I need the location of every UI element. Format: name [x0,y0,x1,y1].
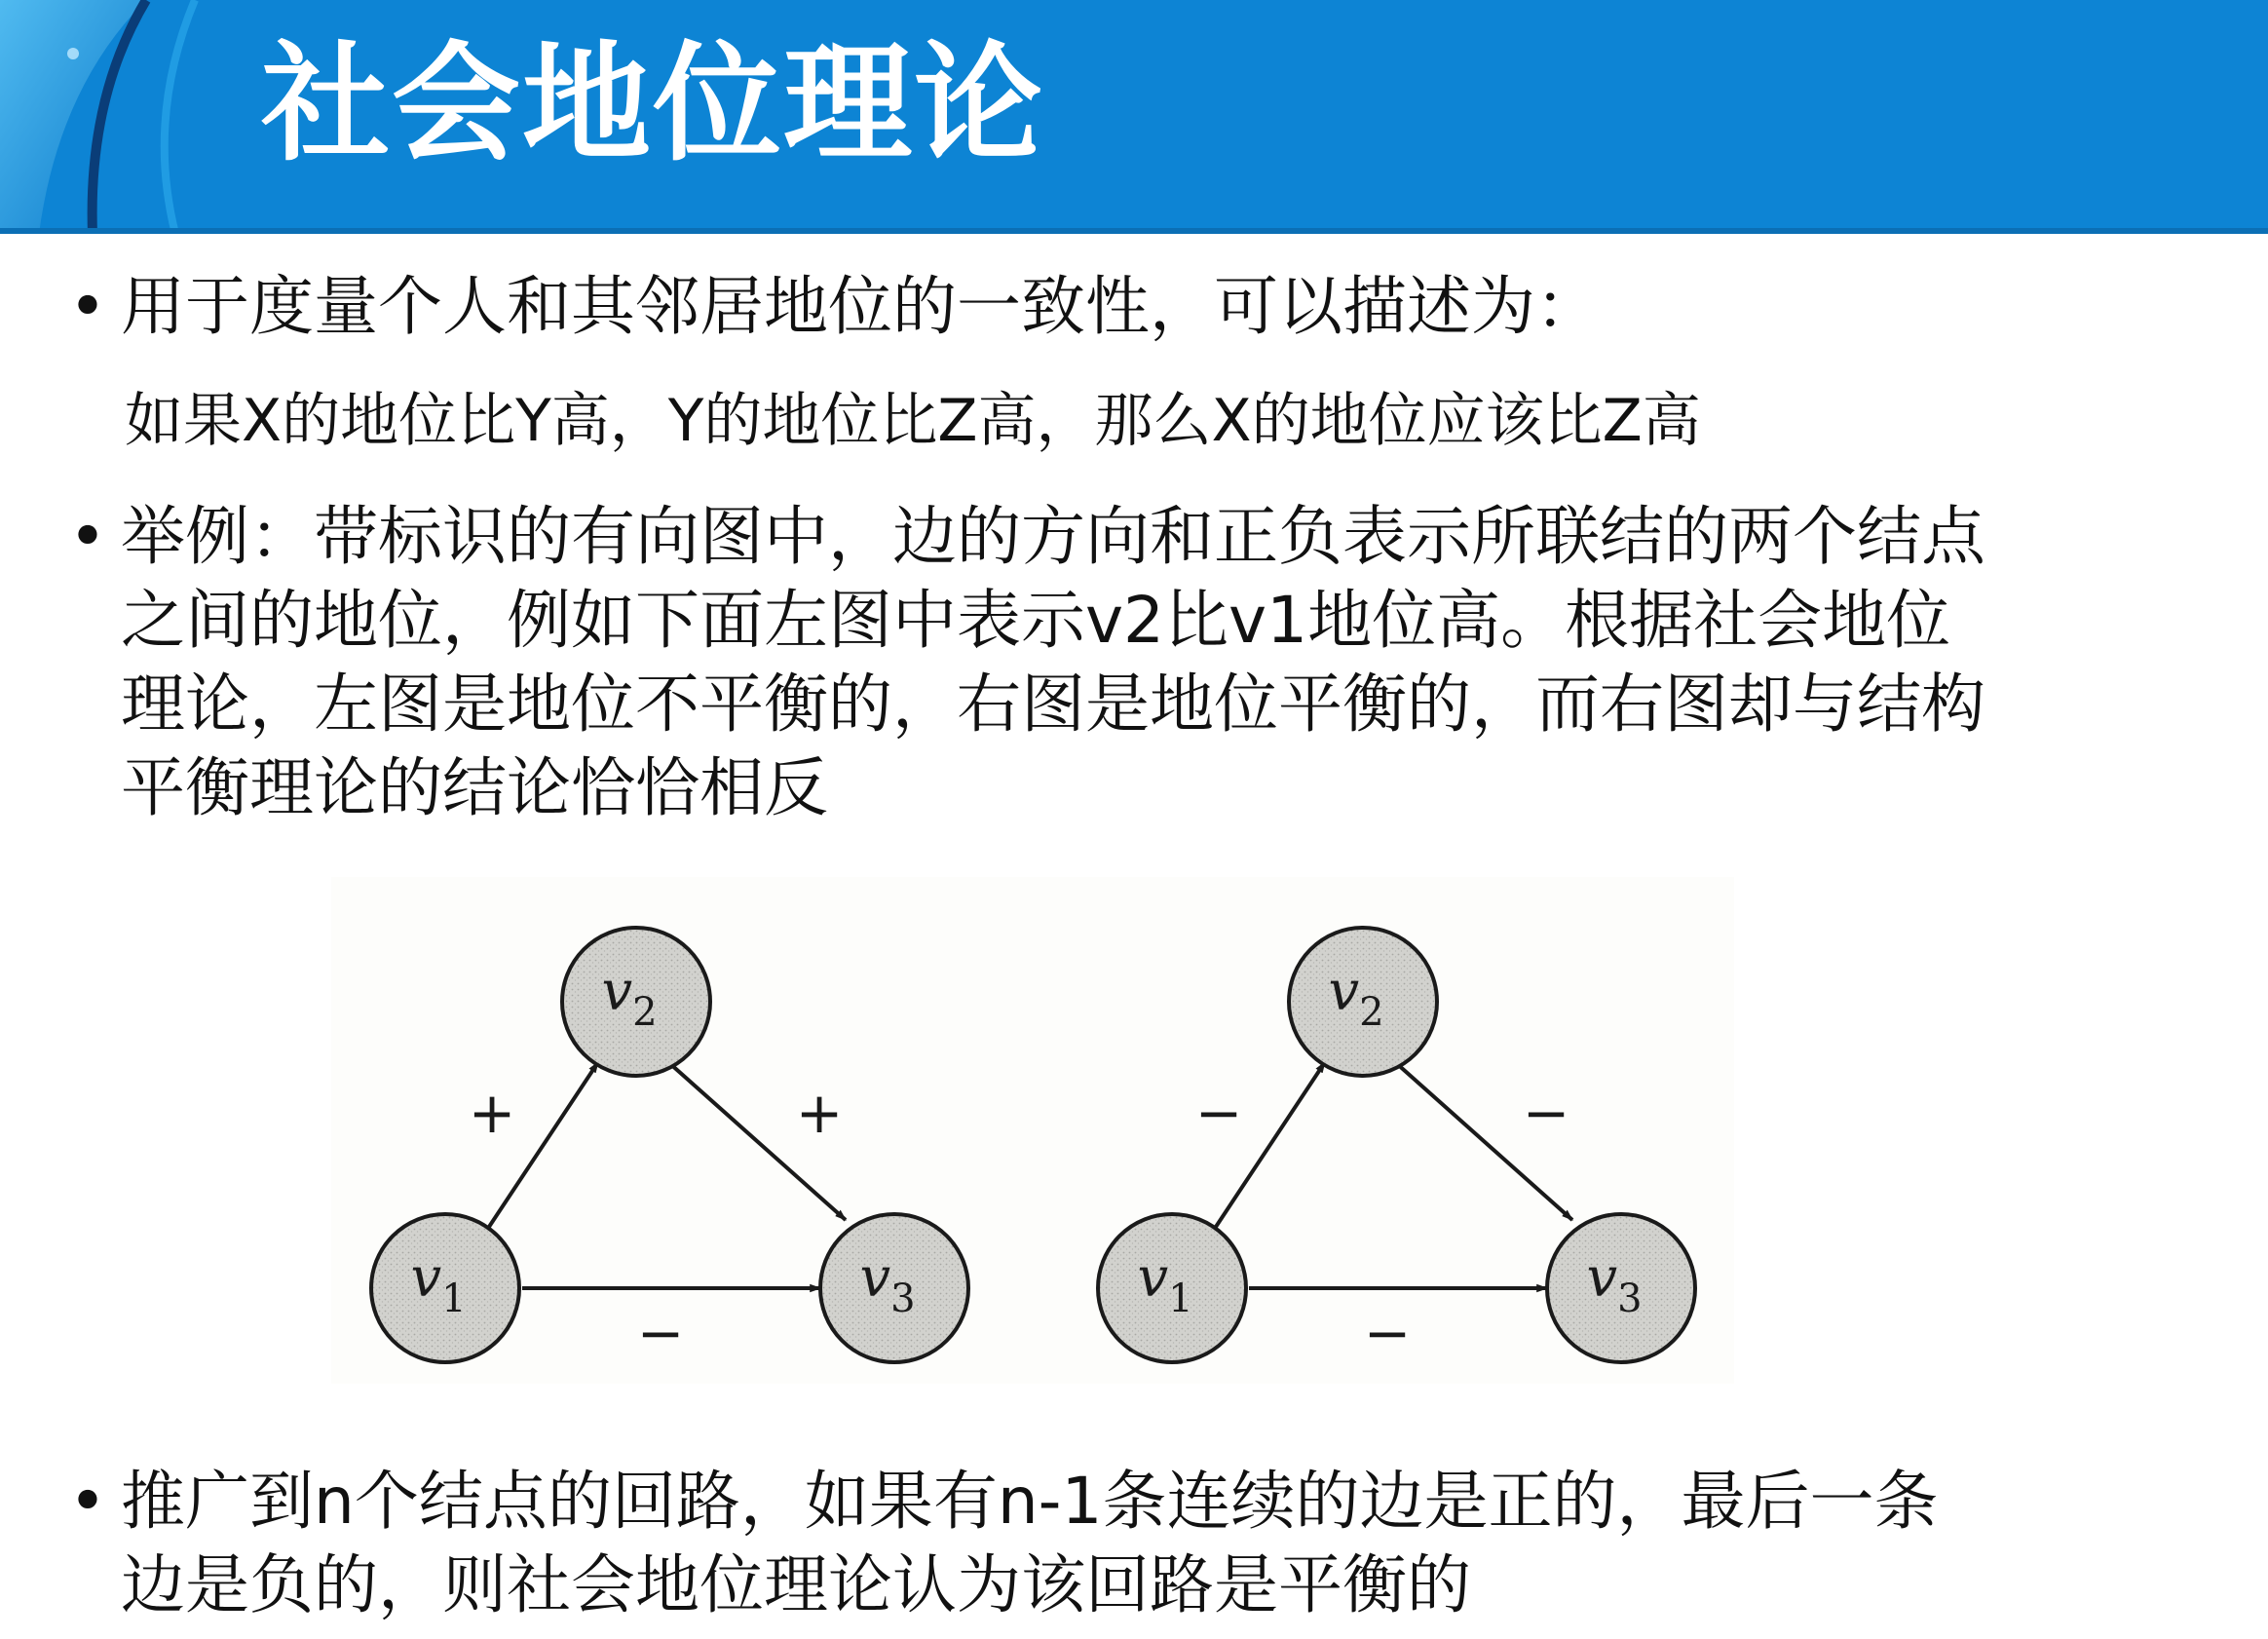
node-subscript: 3 [890,1277,916,1321]
edge-sign-label: − [1194,1080,1243,1146]
node-subscript: 1 [441,1277,467,1321]
bullet-text [121,495,1985,830]
diagram-right [1098,928,1695,1366]
bullet-line: 之间的地位，例如下面左图中表示v2比v1地位高。根据社会地位 [121,583,1951,658]
bullet-line: 理论，左图是地位不平衡的，右图是地位平衡的，而右图却与结构 [121,667,1985,742]
edge-sign-label: − [1363,1300,1412,1366]
node-subscript: 2 [632,990,658,1035]
node-v2 [562,928,710,1076]
node-label: v [859,1246,891,1310]
edge-sign-label: + [468,1080,516,1146]
edge-sign-label: + [795,1080,844,1146]
bullet-line: 推广到n个结点的回路，如果有n-1条连续的边是正的，最后一条 [121,1464,1939,1539]
node-v3 [820,1214,968,1362]
node-subscript: 1 [1168,1277,1193,1321]
node-subscript: 2 [1359,990,1384,1035]
bullet-sub-line: 如果X的地位比Y高，Y的地位比Z高，那么X的地位应该比Z高 [125,387,1701,455]
bullet-line: 边是负的，则社会地位理论认为该回路是平衡的 [121,1547,1471,1622]
diagram-left [371,928,968,1366]
bullet-text [121,265,1600,349]
bullet-item [58,1460,2202,1635]
bullet-dot: • [68,499,107,574]
node-v2 [1289,928,1437,1076]
edge-sign-label: − [1522,1080,1570,1146]
signed-graph-svg [331,877,1734,1384]
node-label: v [1328,960,1360,1023]
bullet-dot: • [68,1464,107,1539]
node-v1 [371,1214,519,1362]
bullet-line: 平衡理论的结论恰恰相反 [121,750,828,825]
edge-sign-label: − [636,1300,685,1366]
node-label: v [410,1246,442,1310]
node-label: v [1137,1246,1169,1310]
bullet-text [121,1460,1938,1627]
bullet-line: 举例：带标识的有向图中，边的方向和正负表示所联结的两个结点 [121,499,1985,574]
node-subscript: 3 [1617,1277,1643,1321]
bullet-dot: • [68,269,107,344]
bullet-line: 用于度量个人和其邻居地位的一致性，可以描述为： [121,269,1600,344]
node-label: v [601,960,633,1023]
bullet-item [58,495,2202,836]
bullet-item [58,265,2202,353]
node-label: v [1586,1246,1618,1310]
page-title: 社会地位理论 [261,29,1044,179]
signed-graph-figure [331,877,1734,1384]
node-v3 [1547,1214,1695,1362]
title-bar [0,0,2268,234]
node-v1 [1098,1214,1246,1362]
header-divider [0,228,2268,234]
